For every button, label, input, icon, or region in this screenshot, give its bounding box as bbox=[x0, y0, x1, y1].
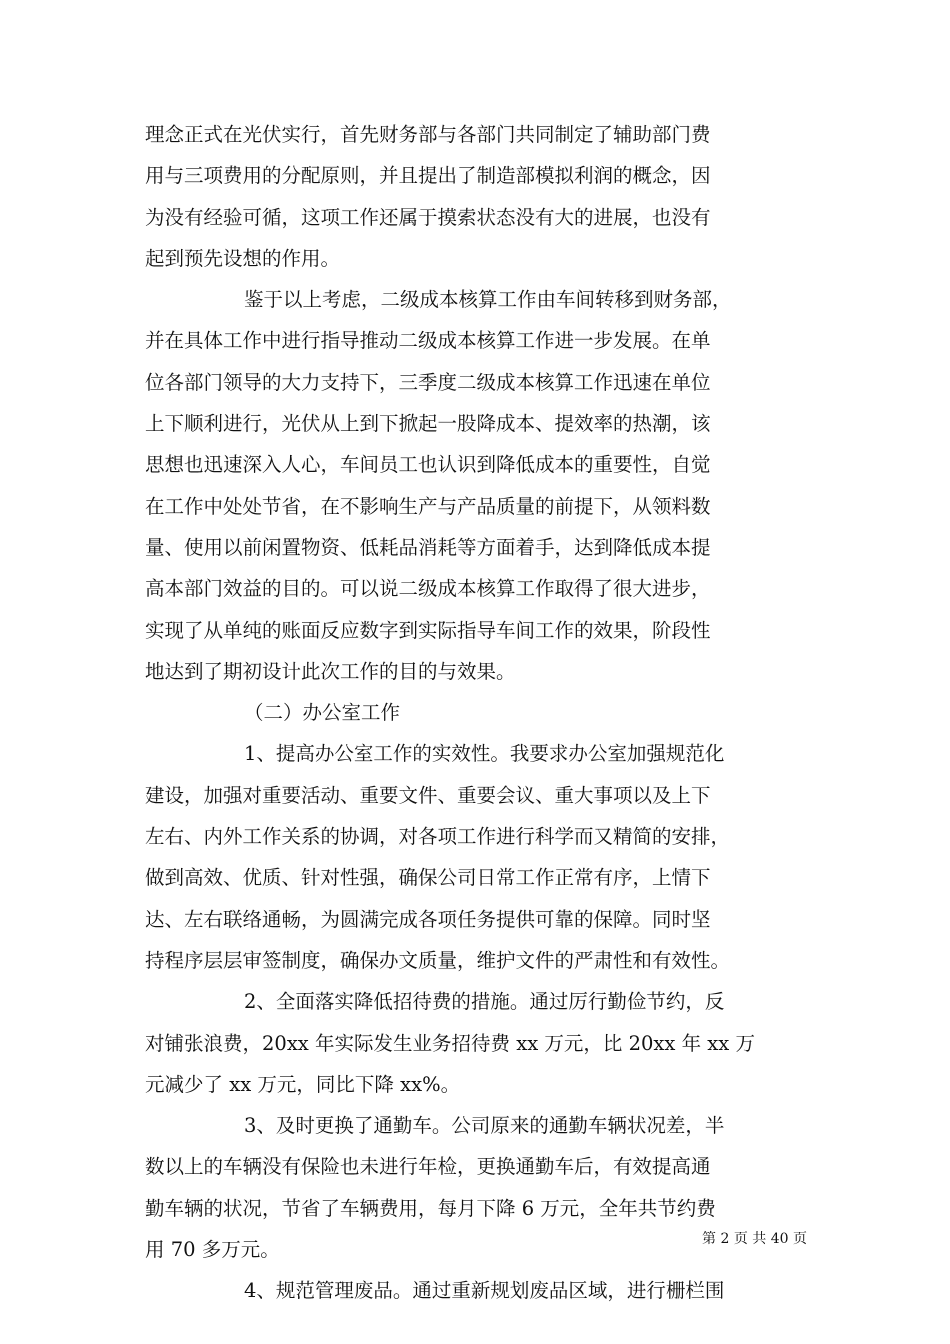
document-body bbox=[145, 114, 810, 1312]
text-line: 起到预先设想的作用。 bbox=[145, 246, 341, 270]
text-line: 在工作中处处节省，在不影响生产与产品质量的前提下，从领料数 bbox=[145, 494, 711, 518]
text-line: 为没有经验可循，这项工作还属于摸索状态没有大的进展，也没有 bbox=[145, 205, 711, 229]
text-line: 用 70 多万元。 bbox=[145, 1238, 280, 1262]
text-line: 1、提高办公室工作的实效性。我要求办公室加强规范化 bbox=[244, 742, 725, 766]
text-line: 思想也迅速深入人心，车间员工也认识到降低成本的重要性，自觉 bbox=[145, 453, 711, 477]
text-line: 实现了从单纯的账面反应数字到实际指导车间工作的效果，阶段性 bbox=[145, 618, 711, 642]
text-line: 位各部门领导的大力支持下，三季度二级成本核算工作迅速在单位 bbox=[145, 370, 711, 394]
text-line: 元减少了 xx 万元，同比下降 xx%。 bbox=[145, 1072, 461, 1096]
text-line: 持程序层层审签制度，确保办文质量，维护文件的严肃性和有效性。 bbox=[145, 948, 731, 972]
text-line: 鉴于以上考虑，二级成本核算工作由车间转移到财务部， bbox=[244, 288, 732, 312]
text-line: 理念正式在光伏实行，首先财务部与各部门共同制定了辅助部门费 bbox=[145, 123, 711, 146]
text-line: 高本部门效益的目的。可以说二级成本核算工作取得了很大进步， bbox=[145, 577, 711, 601]
text-line: 左右、内外工作关系的协调，对各项工作进行科学而又精简的安排， bbox=[145, 825, 731, 849]
text-line: 建设，加强对重要活动、重要文件、重要会议、重大事项以及上下 bbox=[145, 783, 711, 807]
text-line: 勤车辆的状况，节省了车辆费用，每月下降 6 万元，全年共节约费 bbox=[145, 1196, 716, 1220]
paragraph bbox=[145, 114, 810, 279]
text-line: 2、全面落实降低招待费的措施。通过厉行勤俭节约，反 bbox=[244, 990, 725, 1014]
paragraph bbox=[145, 279, 810, 692]
text-line: 并在具体工作中进行指导推动二级成本核算工作进一步发展。在单 bbox=[145, 329, 711, 353]
paragraph bbox=[145, 733, 810, 981]
text-line: 数以上的车辆没有保险也未进行年检，更换通勤车后，有效提高通 bbox=[145, 1155, 711, 1179]
text-line: 达、左右联络通畅，为圆满完成各项任务提供可靠的保障。同时坚 bbox=[145, 907, 711, 931]
text-line: 用与三项费用的分配原则，并且提出了制造部模拟利润的概念，因 bbox=[145, 164, 711, 188]
text-line: 对铺张浪费，20xx 年实际发生业务招待费 xx 万元，比 20xx 年 xx 万 bbox=[145, 1031, 755, 1055]
text-line: （二）办公室工作 bbox=[244, 701, 401, 725]
text-line: 3、及时更换了通勤车。公司原来的通勤车辆状况差，半 bbox=[244, 1114, 725, 1138]
paragraph bbox=[145, 1270, 810, 1311]
text-line: 上下顺利进行，光伏从上到下掀起一股降成本、提效率的热潮，该 bbox=[145, 412, 711, 436]
paragraph bbox=[145, 981, 810, 1105]
paragraph bbox=[145, 692, 810, 733]
text-line: 量、使用以前闲置物资、低耗品消耗等方面着手，达到降低成本提 bbox=[145, 535, 711, 559]
text-line: 4、规范管理废品。通过重新规划废品区域，进行栅栏围 bbox=[244, 1279, 725, 1303]
page-number-footer: 第 2 页 共 40 页 bbox=[702, 1231, 807, 1247]
text-line: 做到高效、优质、针对性强，确保公司日常工作正常有序，上情下 bbox=[145, 866, 711, 890]
text-line: 地达到了期初设计此次工作的目的与效果。 bbox=[145, 659, 516, 683]
